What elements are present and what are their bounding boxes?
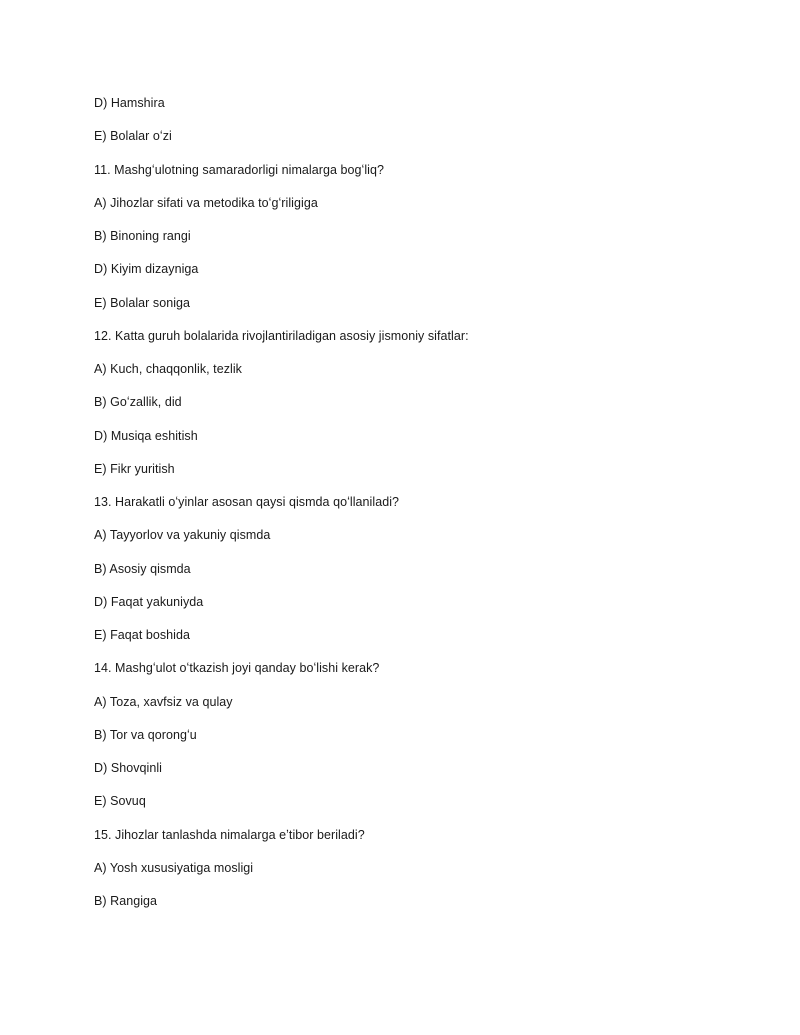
question-11: 11. Mashgʻulotning samaradorligi nimalarga bogʻliq?	[94, 162, 384, 177]
question-12: 12. Katta guruh bolalarida rivojlantiriladigan asosiy jismoniy sifatlar:	[94, 328, 469, 343]
answer-option-a: A) Kuch, chaqqonlik, tezlik	[94, 362, 242, 376]
answer-option-b: B) Binoning rangi	[94, 229, 191, 243]
answer-option-e: E) Sovuq	[94, 794, 146, 809]
answer-option-d: D) Shovqinli	[94, 761, 162, 775]
answer-option-a: A) Yosh xususiyatiga mosligi	[94, 860, 254, 875]
answer-option-e: E) Bolalar soniga	[94, 295, 191, 310]
answer-option-b: B) Asosiy qismda	[94, 561, 191, 576]
document-text	[94, 94, 754, 925]
answer-option-d: D) Hamshira	[94, 96, 165, 110]
answer-option-d: D) Faqat yakuniyda	[94, 594, 204, 609]
answer-option-d: D) Kiyim dizayniga	[94, 262, 199, 277]
question-15: 15. Jihozlar tanlashda nimalarga eʼtibor beriladi?	[94, 827, 365, 842]
answer-option-e: E) Bolalar oʻzi	[94, 129, 172, 144]
answer-option-d: D) Musiqa eshitish	[94, 428, 198, 443]
answer-option-a: A) Tayyorlov va yakuniy qismda	[94, 528, 271, 543]
answer-option-a: A) Jihozlar sifati va metodika toʻgʻriligiga	[94, 195, 318, 210]
question-14: 14. Mashgʻulot oʻtkazish joyi qanday boʻlishi kerak?	[94, 661, 380, 676]
answer-option-b: B) Rangiga	[94, 894, 158, 908]
answer-option-b: B) Goʻzallik, did	[94, 395, 182, 410]
answer-option-e: E) Fikr yuritish	[94, 461, 175, 476]
answer-option-e: E) Faqat boshida	[94, 628, 190, 642]
answer-option-a: A) Toza, xavfsiz va qulay	[94, 694, 233, 709]
answer-option-b: B) Tor va qorongʻu	[94, 727, 197, 742]
question-13: 13. Harakatli oʻyinlar asosan qaysi qismda qoʻllaniladi?	[94, 495, 400, 509]
